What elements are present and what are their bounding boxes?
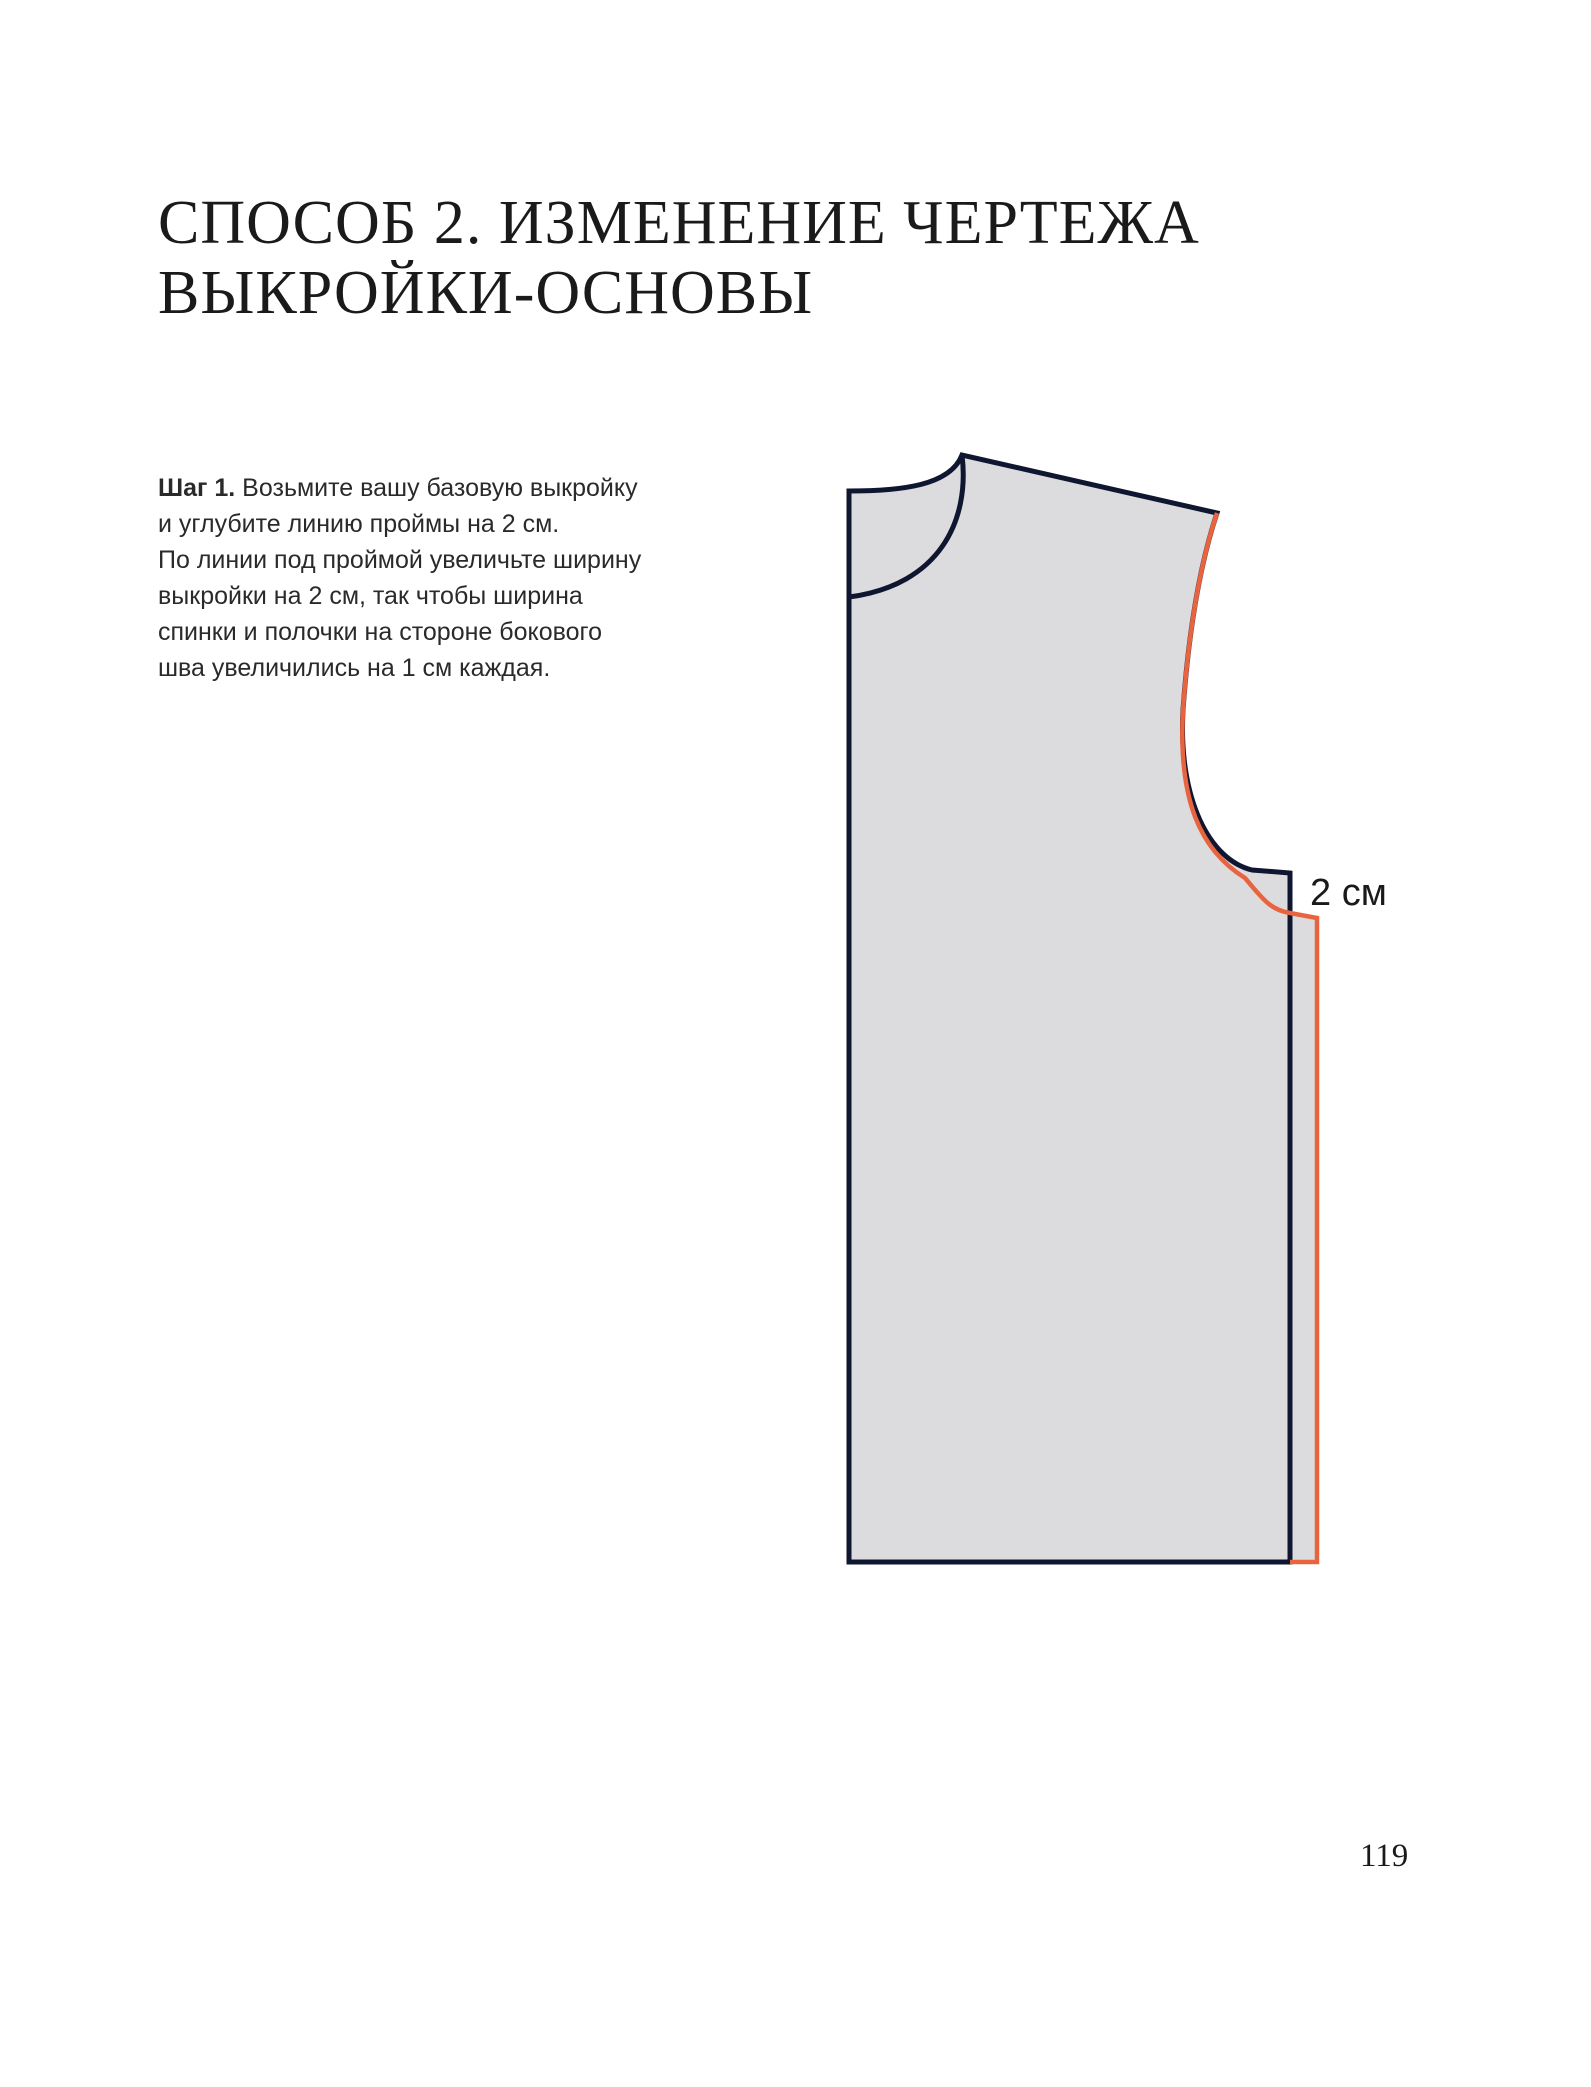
step-1-line-6: шва увеличились на 1 см каждая.	[158, 654, 551, 682]
step-1-line-5: спинки и полочки на стороне бокового	[158, 618, 602, 646]
step-1-line-2: и углубите линию проймы на 2 см.	[158, 510, 560, 538]
step-1-line-3: По линии под проймой увеличьте ширину	[158, 546, 642, 574]
adjustment-extension-fill	[1290, 913, 1317, 1562]
step-1-text-1: Возьмите вашу базовую выкройку	[235, 474, 638, 502]
step-label: Шаг 1.	[158, 474, 236, 502]
page-title-line-2: ВЫКРОЙКИ-ОСНОВЫ	[158, 259, 814, 327]
step-1-line-4: выкройки на 2 см, так чтобы ширина	[158, 582, 583, 610]
base-pattern-piece	[849, 455, 1290, 1562]
page-title-line-1: СПОСОБ 2. ИЗМЕНЕНИЕ ЧЕРТЕЖА	[158, 189, 1200, 257]
page-number: 119	[1360, 1838, 1409, 1874]
dimension-label-2cm: 2 см	[1310, 872, 1387, 914]
